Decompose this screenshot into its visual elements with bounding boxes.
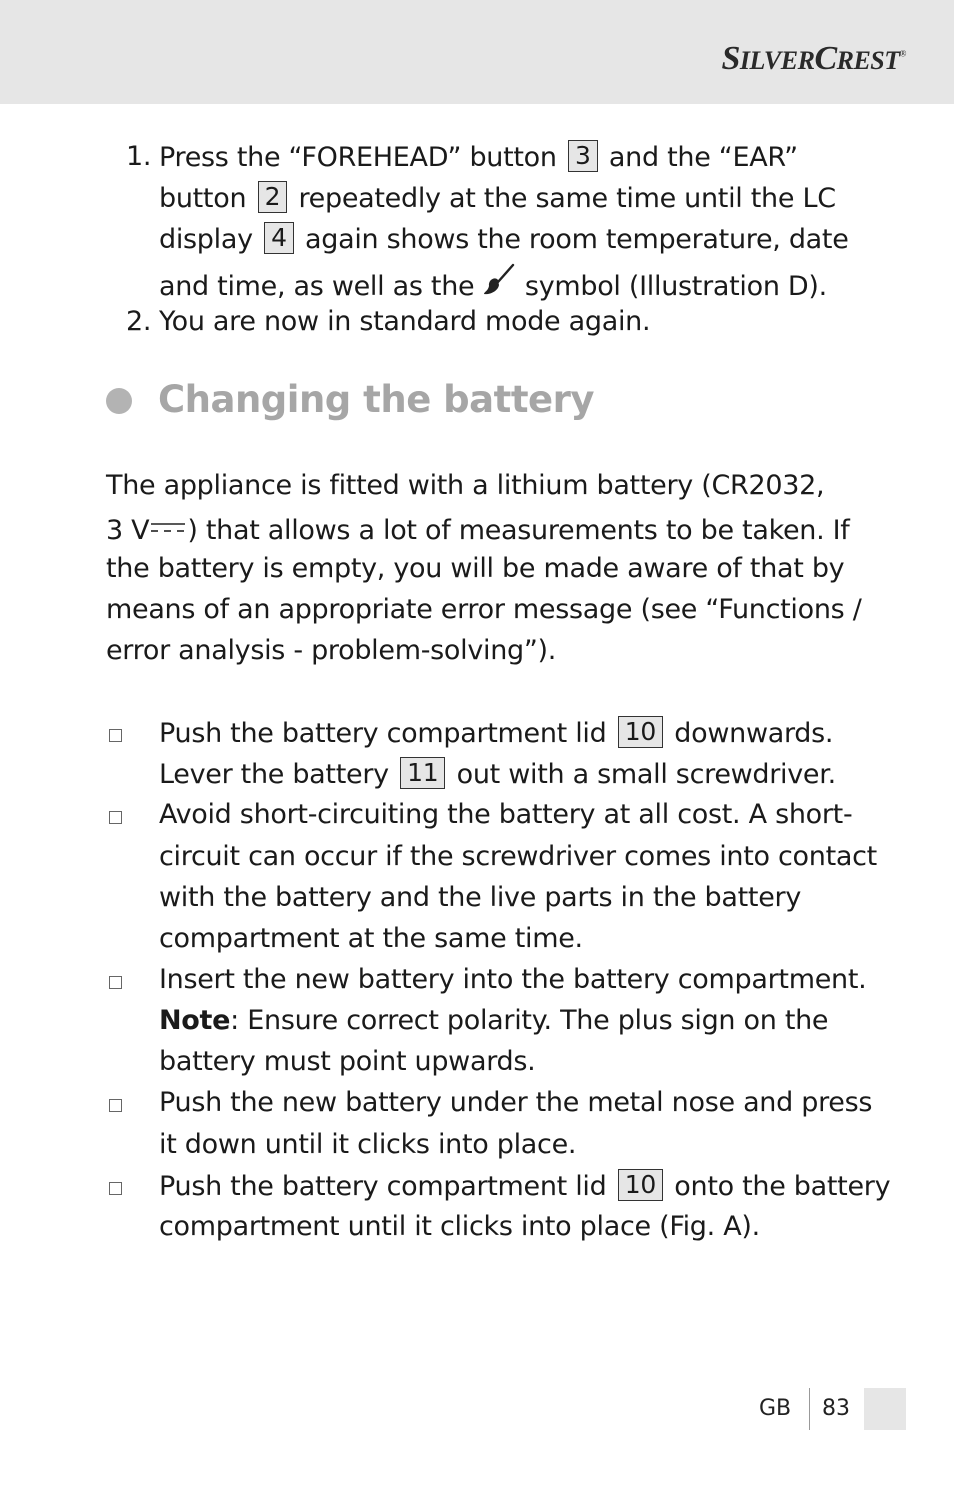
language-code: GB xyxy=(759,1396,792,1421)
step-1-line-3: display 4 again shows the room temperature, date xyxy=(159,223,849,255)
step-2-line-1: You are now in standard mode again. xyxy=(159,306,651,337)
silvercrest-logo: SILVERCREST® xyxy=(721,40,906,77)
note-label: Note xyxy=(159,1005,231,1036)
list-item-line: compartment until it clicks into place (Fig. A). xyxy=(159,1211,760,1242)
list-item-line: battery must point upwards. xyxy=(159,1046,536,1077)
list-item-line: Push the battery compartment lid 10 onto the battery xyxy=(159,1170,891,1202)
checkbox-bullet-icon xyxy=(109,729,122,742)
checkbox-bullet-icon xyxy=(109,1099,122,1112)
thermometer-brush-icon xyxy=(483,263,517,306)
part-ref-box: 4 xyxy=(264,222,294,254)
intro-line: The appliance is fitted with a lithium battery (CR2032, xyxy=(106,470,825,501)
part-ref-box: 3 xyxy=(568,140,598,172)
intro-line: 3 V ) that allows a lot of measurements to be taken. If xyxy=(106,510,850,548)
list-item-line: circuit can occur if the screwdriver comes into contact xyxy=(159,841,877,872)
checkbox-bullet-icon xyxy=(109,976,122,989)
list-item-line: with the battery and the live parts in the battery xyxy=(159,882,801,913)
dc-voltage-icon xyxy=(149,510,187,544)
list-item-line: Avoid short-circuiting the battery at all cost. A short- xyxy=(159,799,853,830)
list-item-line: Note: Ensure correct polarity. The plus sign on the xyxy=(159,1005,829,1036)
list-item-line: Push the battery compartment lid 10 downwards. xyxy=(159,717,834,749)
part-ref-box: 11 xyxy=(400,757,445,789)
checkbox-bullet-icon xyxy=(109,811,122,824)
footer-tab-marker xyxy=(864,1388,906,1430)
list-item-line: Insert the new battery into the battery compartment. xyxy=(159,964,867,995)
step-number: 2. xyxy=(126,306,152,337)
part-ref-box: 2 xyxy=(258,181,288,213)
page-number: 83 xyxy=(822,1396,850,1421)
section-bullet-icon xyxy=(106,388,132,414)
list-item-line: Push the new battery under the metal nose and press xyxy=(159,1087,873,1118)
footer-divider xyxy=(809,1388,810,1430)
step-1-line-1: Press the “FOREHEAD” button 3 and the “EAR” xyxy=(159,141,798,173)
list-item-line: it down until it clicks into place. xyxy=(159,1129,577,1160)
step-1-line-4: and time, as well as the symbol (Illustration D). xyxy=(159,263,827,306)
page-header xyxy=(0,0,954,104)
intro-line: means of an appropriate error message (see “Functions / xyxy=(106,594,862,625)
intro-line: error analysis - problem-solving”). xyxy=(106,635,557,666)
intro-line: the battery is empty, you will be made aware of that by xyxy=(106,553,845,584)
list-item-line: Lever the battery 11 out with a small screwdriver. xyxy=(159,758,836,790)
step-number: 1. xyxy=(126,141,152,172)
part-ref-box: 10 xyxy=(618,716,663,748)
list-item-line: compartment at the same time. xyxy=(159,923,583,954)
step-1-line-2: button 2 repeatedly at the same time until the LC xyxy=(159,182,836,214)
section-title: Changing the battery xyxy=(158,378,594,421)
checkbox-bullet-icon xyxy=(109,1182,122,1195)
part-ref-box: 10 xyxy=(618,1169,663,1201)
